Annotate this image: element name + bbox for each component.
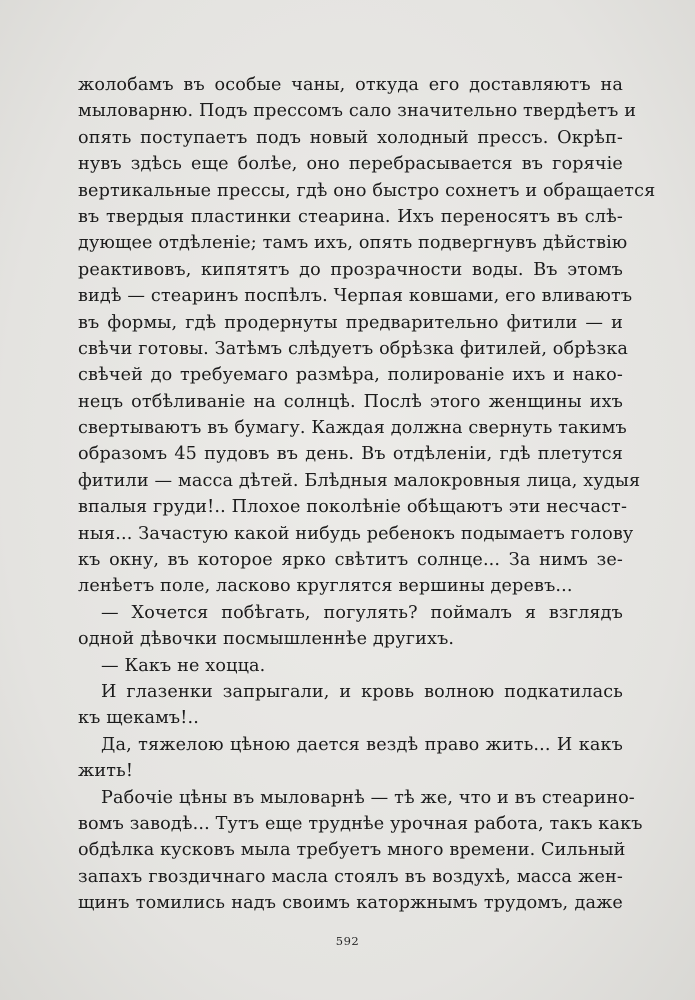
- text-line: вомъ заводѣ... Тутъ еще труднѣе урочная работа, такъ какъ: [78, 813, 643, 834]
- text-line: — Какъ не хоцца.: [101, 655, 266, 676]
- text-line: вертикальные прессы, гдѣ оно быстро сохнетъ и обращается: [78, 180, 656, 201]
- text-line: реактивовъ, кипятятъ до прозрачности воды. Въ этомъ: [78, 259, 623, 280]
- text-line: И глазенки запрыгали, и кровь волною подкатилась: [101, 681, 623, 702]
- text-line: щинъ томились надъ своимъ каторжнымъ трудомъ, даже: [78, 893, 623, 914]
- text-line: нецъ отбѣливаніе на солнцѣ. Послѣ этого женщины ихъ: [78, 391, 623, 412]
- text-line: обдѣлка кусковъ мыла требуетъ много времени. Сильный: [78, 840, 626, 861]
- text-line: запахъ гвоздичнаго масла стоялъ въ воздухѣ, масса жен-: [78, 866, 623, 887]
- text-line: свѣчей до требуемаго размѣра, полированіе ихъ и нако-: [78, 365, 623, 386]
- text-line: образомъ 45 пудовъ въ день. Въ отдѣленіи, гдѣ плетутся: [78, 444, 623, 465]
- text-line: въ твердыя пластинки стеарина. Ихъ переносятъ въ слѣ-: [78, 206, 623, 227]
- text-line: свѣчи готовы. Затѣмъ слѣдуетъ обрѣзка фитилей, обрѣзка: [78, 338, 628, 359]
- text-line: въ формы, гдѣ продернуты предварительно фитили — и: [78, 312, 623, 333]
- body-text: [78, 72, 656, 917]
- text-line: впалыя груди!.. Плохое поколѣніе обѣщаютъ эти несчаст-: [78, 497, 628, 518]
- text-line: — Хочется побѣгать, погулять? поймалъ я взглядъ: [101, 602, 623, 623]
- text-line: дующее отдѣленіе; тамъ ихъ, опять подвергнувъ дѣйствію: [78, 233, 628, 254]
- page-number: 592: [335, 934, 360, 948]
- text-line: жить!: [78, 761, 134, 782]
- text-line: нувъ здѣсь еще болѣе, оно перебрасывается въ горячіе: [78, 154, 623, 175]
- text-line: Рабочіе цѣны въ мыловарнѣ — тѣ же, что и въ стеарино-: [101, 787, 635, 808]
- text-line: одной дѣвочки посмышленнѣе другихъ.: [78, 629, 455, 650]
- text-line: видѣ — стеаринъ поспѣлъ. Черпая ковшами, его вливаютъ: [78, 286, 633, 307]
- text-line: мыловарню. Подъ прессомъ сало значительно твердѣетъ и: [78, 101, 637, 122]
- text-line: ныя... Зачастую какой нибудь ребенокъ подымаетъ голову: [78, 523, 634, 544]
- text-line: къ окну, въ которое ярко свѣтитъ солнце... За нимъ зе-: [78, 550, 623, 571]
- text-line: свертываютъ въ бумагу. Каждая должна свернуть такимъ: [78, 418, 627, 439]
- text-line: жолобамъ въ особые чаны, откуда его доставляютъ на: [78, 75, 623, 95]
- text-line: ленѣетъ поле, ласково круглятся вершины деревъ...: [78, 576, 573, 597]
- text-line: къ щекамъ!..: [78, 708, 199, 729]
- text-line: Да, тяжелою цѣною дается вездѣ право жить... И какъ: [101, 734, 623, 755]
- text-line: опять поступаетъ подъ новый холодный прессъ. Окрѣп-: [78, 127, 623, 148]
- text-line: фитили — масса дѣтей. Блѣдныя малокровныя лица, худыя: [78, 470, 641, 491]
